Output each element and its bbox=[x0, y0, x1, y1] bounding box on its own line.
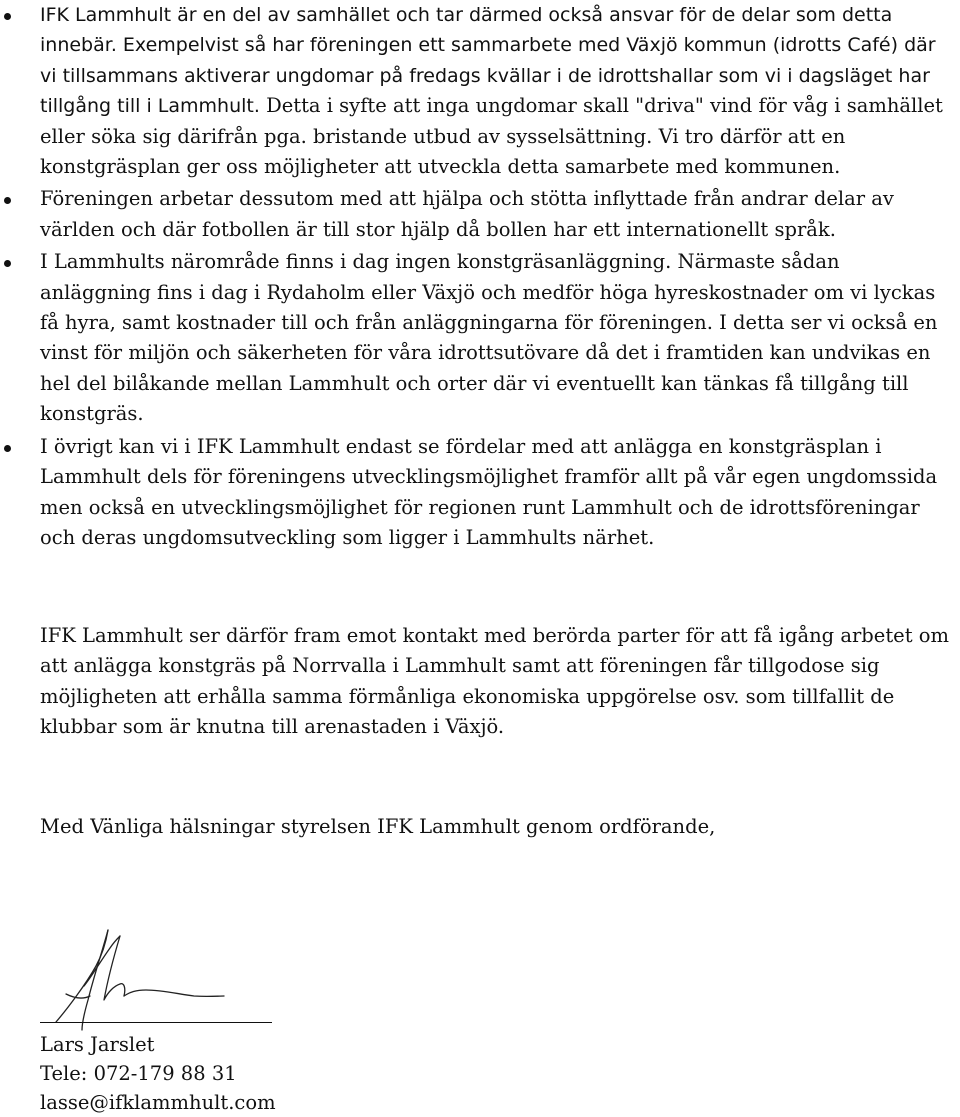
bullet-item-integration bbox=[0, 184, 960, 245]
bullet-icon bbox=[4, 445, 11, 452]
bullet-list bbox=[0, 0, 960, 553]
bullet-text: I övrigt kan vi i IFK Lammhult endast se fördelar med att anlägga en konstgräsplan i Lammhult dels för föreningens utvecklingsmöjlighet framför allt på vår egen ungdomssida men också en utvecklingsmöjlighet för regionen runt Lammhult och de idrottsföreningar och deras ungdomsutveckling som ligger i Lammhults närhet. bbox=[40, 434, 938, 549]
phone-number: Tele: 072-179 88 31 bbox=[40, 1062, 237, 1085]
bullet-text-part1: IFK Lammhult är en del av samhället och tar därmed också ansvar för de delar som detta innebär. Exempelvist så har föreningen ett sammarbete med Växjö kommun (idrotts Café) där vi tillsammans aktiverar ungdomar på fredags kvällar i de idrottshallar som vi i dagsläget har tillgång till i Lammhult. bbox=[40, 4, 936, 118]
bullet-text bbox=[40, 4, 943, 178]
bullet-item-local-area bbox=[0, 247, 960, 429]
bullet-item-community bbox=[0, 0, 960, 182]
bullet-text-part3: Vi tro därför att en konstgräsplan ger oss möjligheter att utveckla detta samarbete med kommunen. bbox=[40, 124, 846, 179]
bullet-item-advantages bbox=[0, 432, 960, 554]
email-address[interactable]: lasse@ifklammhult.com bbox=[40, 1091, 276, 1114]
contact-block bbox=[40, 1030, 276, 1117]
bullet-text-part2: Detta i syfte att inga ungdomar skall "driva" vind för våg i samhället eller söka sig därifrån pga. bristande utbud av sysselsättning. bbox=[40, 94, 943, 148]
signature-line bbox=[40, 1022, 272, 1023]
bullet-text: I Lammhults närområde finns i dag ingen konstgräsanläggning. Närmaste sådan anläggning fins i dag i Rydaholm eller Växjö och medför höga hyreskostnader om vi lyckas få hyra, samt kostnader till och från anläggningarna för föreningen. I detta ser vi också en vinst för miljön och säkerheten för våra idrottsutövare då det i framtiden kan undvikas en hel del bilåkande mellan Lammhult och orter där vi eventuellt kan tänkas få tillgång till konstgräs. bbox=[40, 250, 938, 426]
bullet-icon bbox=[4, 13, 11, 20]
greeting: Med Vänliga hälsningar styrelsen IFK Lammhult genom ordförande, bbox=[40, 815, 716, 838]
signer-name: Lars Jarslet bbox=[40, 1033, 155, 1056]
bullet-text: Föreningen arbetar dessutom med att hjälpa och stötta inflyttade från andrar delar av världen och där fotbollen är till stor hjälp då bollen har ett internationellt språk. bbox=[40, 187, 894, 241]
handwritten-signature bbox=[38, 922, 278, 1032]
closing-paragraph: IFK Lammhult ser därför fram emot kontakt med berörda parter för att få igång arbetet om att anlägga konstgräs på Norrvalla i Lammhult samt att föreningen får tillgodose sig möjligheten att erhålla samma förmånliga ekonomiska uppgörelse osv. som tillfallit de klubbar som är knutna till arenastaden i Växjö. bbox=[40, 624, 949, 739]
bullet-icon bbox=[4, 260, 11, 267]
bullet-icon bbox=[4, 197, 11, 204]
